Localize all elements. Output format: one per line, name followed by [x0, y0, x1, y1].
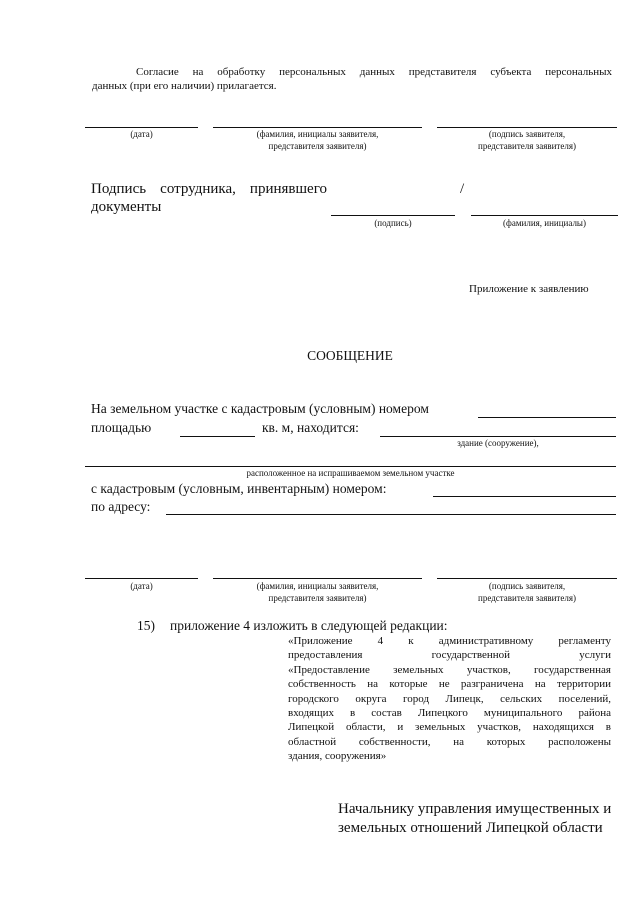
area-unit-label: кв. м, находится: [262, 420, 359, 435]
employee-label-1: Подпись сотрудника, принявшего [91, 181, 327, 197]
date-line [85, 127, 198, 128]
building-caption: здание (сооружение), [457, 438, 539, 448]
addressee-line-1: Начальнику управления имущественных и [338, 801, 612, 817]
employee-fio-line [471, 215, 618, 216]
quote-line: здания, сооружения» [288, 750, 387, 763]
area-label: площадью [91, 420, 152, 435]
cadastral-number-field[interactable] [478, 417, 616, 418]
building-field[interactable] [380, 436, 616, 437]
fio-caption-1: (фамилия, инициалы заявителя, [256, 129, 379, 139]
employee-label-2: документы [91, 199, 162, 215]
quote-line: входящих в состав Липецкого муниципального района [288, 707, 611, 720]
consent-line-1: Согласие на обработку персональных данных представителя субъекта персональных [136, 66, 612, 78]
inventory-number-label: с кадастровым (условным, инвентарным) номером: [91, 481, 387, 496]
location-caption: расположенное на испрашиваемом земельном участке [246, 468, 455, 478]
address-field[interactable] [166, 514, 616, 515]
date-line [85, 578, 198, 579]
quote-line: собственность на которые не разграничена на территории [288, 678, 611, 691]
signature-line [437, 578, 617, 579]
date-caption: (дата) [130, 581, 153, 591]
addressee-line-2: земельных отношений Липецкой области [338, 820, 603, 836]
fio-caption-2: представителя заявителя) [268, 141, 367, 151]
amendment-number: 15) [137, 618, 155, 633]
signature-caption-1: (подпись заявителя, [488, 581, 566, 591]
location-field[interactable] [85, 466, 616, 467]
address-label: по адресу: [91, 499, 151, 514]
quote-line: предоставления государственной услуги [288, 649, 611, 662]
employee-signature-line [331, 215, 455, 216]
quote-line: городского округа город Липецк, сельских поселений, [288, 692, 611, 705]
fio-line [213, 578, 422, 579]
quote-line: «Приложение 4 к административному регламенту [288, 635, 611, 647]
signature-caption-1: (подпись заявителя, [488, 129, 566, 139]
employee-fio-caption: (фамилия, инициалы) [503, 218, 586, 228]
amendment-text: приложение 4 изложить в следующей редакции: [170, 618, 448, 633]
signature-line [437, 127, 617, 128]
employee-signature-caption: (подпись) [374, 218, 412, 228]
quote-line: Липецкой области, и земельных участков, находящихся в [288, 721, 611, 734]
quote-line: «Предоставление земельных участков, государственная [288, 663, 611, 676]
fio-caption-2: представителя заявителя) [268, 593, 367, 603]
message-title: СООБЩЕНИЕ [307, 348, 393, 363]
fio-line [213, 127, 422, 128]
cadastral-label: На земельном участке с кадастровым (условным) номером [91, 401, 429, 416]
signature-caption-2: представителя заявителя) [478, 593, 576, 603]
amendment-quote [288, 634, 611, 764]
fio-caption-1: (фамилия, инициалы заявителя, [256, 581, 379, 591]
area-field[interactable] [180, 436, 255, 437]
date-caption: (дата) [130, 129, 153, 139]
consent-line-2: данных (при его наличии) прилагается. [92, 80, 277, 92]
quote-line: областной собственности, на которых расположены [288, 735, 611, 748]
slash-separator: / [460, 181, 465, 197]
signature-caption-2: представителя заявителя) [478, 141, 576, 151]
inventory-number-field[interactable] [433, 496, 616, 497]
attachment-note: Приложение к заявлению [469, 283, 589, 295]
